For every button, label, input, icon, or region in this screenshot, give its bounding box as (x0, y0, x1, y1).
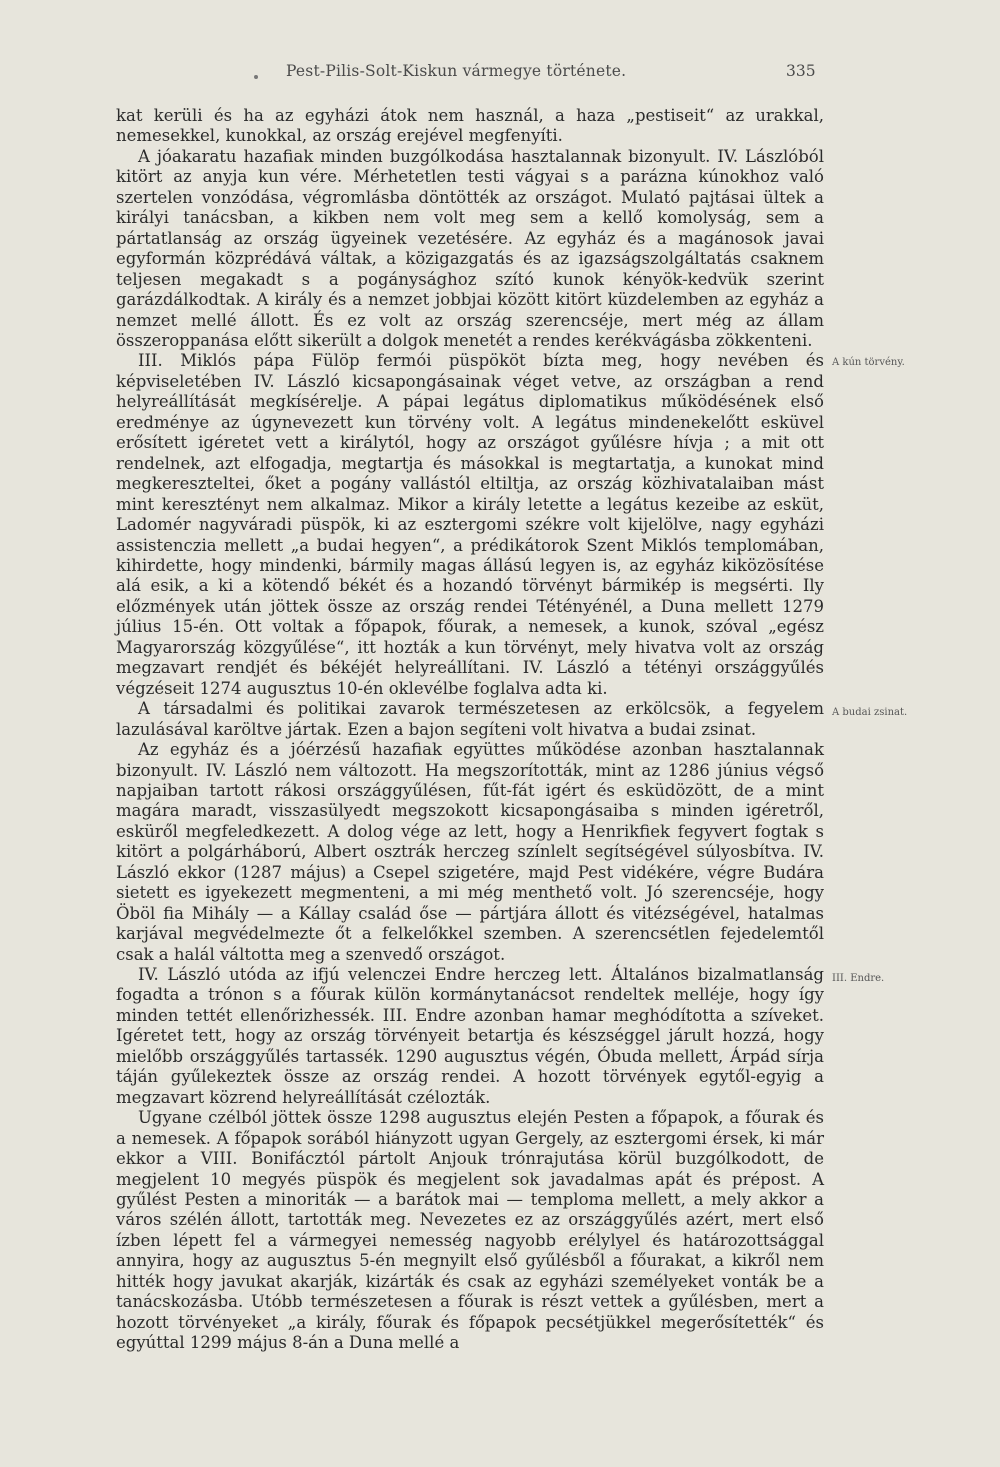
running-title: Pest-Pilis-Solt-Kiskun vármegye története. (286, 62, 627, 80)
paragraph: Az egyház és a jóérzésű hazafiak együttes működése azonban hasztalannak bizonyult. IV. László nem változott. Ha megszorították, mint az 1286 június végső napjaiban tartott rákosi országgyűlésen, fűt-fát igért és esküdözött, de a mint magára maradt, visszasülyedt megszokott kicsapongásaiba s minden igéretről, esküről megfeledkezett. A dolog vége az lett, hogy a Henrikfiek fegyvert fogtak s kitört a polgárháború, Albert osztrák herczeg színlelt segítségével súlyosbítva. IV. László ekkor (1287 május) a Csepel szigetére, majd Pest vidékére, végre Budára sietett es igyekezett megmenteni, a mi még menthető volt. Jó szerencséje, hogy Öböl fia Mihály — a Kállay család őse — pártjára állott és vitézségével, hatalmas karjával megvédelmezte őt a felkelőkkel szemben. A szerencsétlen fejedelemtől csak a halál váltotta meg a szenvedő országot. (116, 740, 824, 964)
paragraph: III. Miklós pápa Fülöp fermói püspököt bízta meg, hogy nevében és képviseletében IV. László kicsapongásainak véget vetve, az országban a rend helyreállítását megkísérelje. A pápai legátus diplomatikus működésének első eredménye az úgynevezett kun törvény volt. A legátus mindenekelőtt esküvel erősített igéretet vett a királytól, hogy az országot gyűlésre hívja ; a mit ott rendelnek, azt elfogadja, megtartja és másokkal is megtartatja, a kunokat mind megkereszteltei, őket a pogány vallástól eltiltja, az ország közhivatalaiban mást mint keresztényt nem alkalmaz. Mikor a király letette a legátus kezeibe az esküt, Ladomér nagyváradi püspök, ki az esztergomi székre volt kijelölve, nagy egyházi assistenczia mellett „a budai hegyen“, a prédikátorok Szent Miklós templomában, kihirdette, hogy mindenki, bármily magas állású legyen is, az egyház kiközösítése alá esik, a ki a kötendő békét és a hozandó törvényt bármikép is megsérti. Ily előzmények után jöttek össze az ország rendei Tétényénél, a Duna mellett 1279 július 15-én. Ott voltak a főpapok, főurak, a nemesek, a kunok, szóval „egész Magyarország közgyűlése“, itt hozták a kun törvényt, mely hivatva volt az ország megzavart rendjét és békéjét helyreállítani. IV. László a tétényi országgyűlés végzéseit 1274 augusztus 10-én oklevélbe foglalva adta ki. (116, 351, 824, 698)
body-text (116, 106, 824, 1354)
margin-note-kun-torveny: A kún törvény. (832, 357, 905, 368)
paragraph: A jóakaratu hazafiak minden buzgólkodása hasztalannak bizonyult. IV. Lászlóból kitört az anyja kun vére. Mérhetetlen testi vágyai s a parázna kúnokhoz való szertelen vonzódása, végromlásba döntötték az országot. Mulató pajtásai ültek a királyi tanácsban, a kikben nem volt meg sem a kellő komolyság, sem a pártatlanság az ország ügyeinek vezetésére. Az egyház és a magánosok javai egyformán közprédává váltak, a közigazgatás és az igazságszolgáltatás csaknem teljesen megakadt s a pogánysághoz szító kunok kényök-kedvük szerint garázdálkodtak. A király és a nemzet jobbjai között kitört küzdelemben az egyház a nemzet mellé állott. És ez volt az ország szerencséje, mert még az állam összeroppanása előtt sikerült a dolgok menetét a rendes kerékvágásba zökkenteni. (116, 146, 824, 350)
margin-note-budai-zsinat: A budai zsinat. (832, 707, 908, 718)
paragraph: IV. László utóda az ifjú velenczei Endre herczeg lett. Általános bizalmatlanság fogadta a trónon s a főurak külön kormánytanácsot rendeltek melléje, hogy így minden tettét ellenőrizhessék. III. Endre azonban hamar meghódította a szíveket. Igéretet tett, hogy az ország törvényeit betartja és készséggel járult hozzá, hogy mielőbb országgyűlés tartassék. 1290 augusztus végén, Óbuda mellett, Árpád sírja táján gyűlekeztek össze az ország rendei. A hozott törvények egytől-egyig a megzavart közrend helyreállítását czélozták. (116, 965, 824, 1107)
paragraph: kat kerüli és ha az egyházi átok nem használ, a haza „pestiseit“ az urakkal, nemesekkel, kunokkal, az ország erejével megfenyíti. (116, 106, 824, 146)
running-header (0, 62, 1000, 88)
paragraph: A társadalmi és politikai zavarok természetesen az erkölcsök, a fegyelem lazulásával karöltve jártak. Ezen a bajon segíteni volt hivatva a budai zsinat. (116, 699, 824, 739)
margin-note-iii-endre: III. Endre. (832, 973, 885, 984)
page-number: 335 (786, 62, 816, 80)
paragraph: Ugyane czélból jöttek össze 1298 augusztus elején Pesten a főpapok, a főurak és a nemesek. A főpapok sorából hiányzott ugyan Gergely, az esztergomi érsek, ki már ekkor a VIII. Bonifácztól pártolt Anjouk trónrajutása körül buzgólkodott, de megjelent 10 megyés püspök és megjelent sok javadalmas apát és prépost. A gyűlést Pesten a minoriták — a barátok mai — temploma mellett, a mely akkor a város szélén állott, tartották meg. Nevezetes ez az országgyűlés azért, mert első ízben lépett fel a vármegyei nemesség nagyobb erélylyel és határozottsággal annyira, hogy az augusztus 5-én megnyilt első gyűlésből a főurakat, a kikről nem hitték hogy javukat akarják, kizárták és csak az egyházi személyeket vonták be a tanácskozásba. Utóbb természetesen a főurak is részt vettek a gyűlésben, mert a hozott törvényeket „a király, főurak és főpapok pecsétjükkel megerősítették“ és egyúttal 1299 május 8-án a Duna mellé a (116, 1108, 824, 1353)
